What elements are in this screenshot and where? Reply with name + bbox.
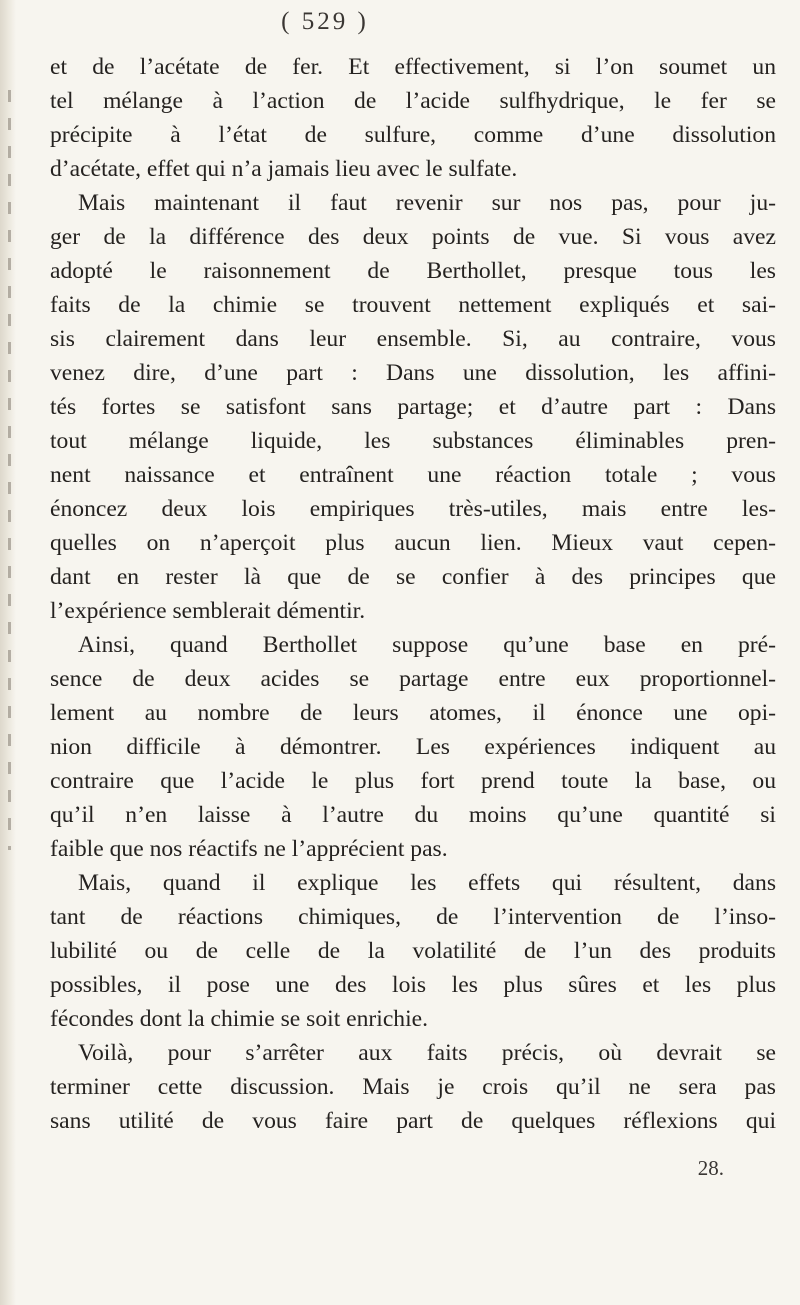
- text-line: Voilà, pour s’arrêter aux faits précis, où devrait se: [78, 1040, 776, 1066]
- text-line: sis clairement dans leur ensemble. Si, au contraire, vous: [50, 326, 776, 352]
- text-line: et de l’acétate de fer. Et effectivement, si l’on soumet un: [50, 54, 776, 80]
- text-line: Ainsi, quand Berthollet suppose qu’une base en pré-: [78, 632, 776, 658]
- text-line: l’expérience semblerait démentir.: [50, 598, 366, 624]
- page-edge-shadow: [0, 0, 16, 1305]
- page-text: [50, 50, 776, 1138]
- binding-marks: [8, 90, 11, 850]
- text-line: d’acétate, effet qui n’a jamais lieu avec le sulfate.: [50, 156, 518, 182]
- text-line: dant en rester là que de se confier à des principes que: [50, 564, 776, 590]
- text-line: tant de réactions chimiques, de l’intervention de l’inso-: [50, 904, 776, 930]
- text-line: sans utilité de vous faire part de quelques réflexions qui: [50, 1108, 776, 1134]
- text-line: tel mélange à l’action de l’acide sulfhydrique, le fer se: [50, 88, 776, 114]
- text-line: fécondes dont la chimie se soit enrichie.: [50, 1006, 429, 1032]
- text-line: nion difficile à démontrer. Les expériences indiquent au: [50, 734, 776, 760]
- text-line: nent naissance et entraînent une réaction totale ; vous: [50, 462, 776, 488]
- text-line: Mais maintenant il faut revenir sur nos pas, pour ju-: [78, 190, 776, 216]
- page-number: ( 529 ): [281, 8, 369, 35]
- text-line: faits de la chimie se trouvent nettement expliqués et sai-: [50, 292, 776, 318]
- text-line: venez dire, d’une part : Dans une dissolution, les affini-: [50, 360, 776, 386]
- signature-mark: 28.: [697, 1156, 724, 1180]
- text-line: possibles, il pose une des lois les plus sûres et les plus: [50, 972, 776, 998]
- text-line: lubilité ou de celle de la volatilité de l’un des produits: [50, 938, 776, 964]
- text-line: faible que nos réactifs ne l’apprécient pas.: [50, 836, 448, 862]
- text-line: qu’il n’en laisse à l’autre du moins qu’une quantité si: [50, 802, 776, 828]
- text-line: terminer cette discussion. Mais je crois qu’il ne sera pas: [50, 1074, 776, 1100]
- text-line: tés fortes se satisfont sans partage; et d’autre part : Dans: [50, 394, 776, 420]
- text-line: contraire que l’acide le plus fort prend toute la base, ou: [50, 768, 776, 794]
- text-line: Mais, quand il explique les effets qui résultent, dans: [78, 870, 776, 896]
- text-line: quelles on n’aperçoit plus aucun lien. Mieux vaut cepen-: [50, 530, 776, 556]
- text-line: adopté le raisonnement de Berthollet, presque tous les: [50, 258, 776, 284]
- text-line: tout mélange liquide, les substances éliminables pren-: [50, 428, 776, 454]
- text-line: ger de la différence des deux points de vue. Si vous avez: [50, 224, 776, 250]
- text-line: sence de deux acides se partage entre eux proportionnel-: [50, 666, 776, 692]
- text-line: lement au nombre de leurs atomes, il énonce une opi-: [50, 700, 776, 726]
- text-line: énoncez deux lois empiriques très-utiles, mais entre les-: [50, 496, 776, 522]
- text-line: précipite à l’état de sulfure, comme d’une dissolution: [50, 122, 776, 148]
